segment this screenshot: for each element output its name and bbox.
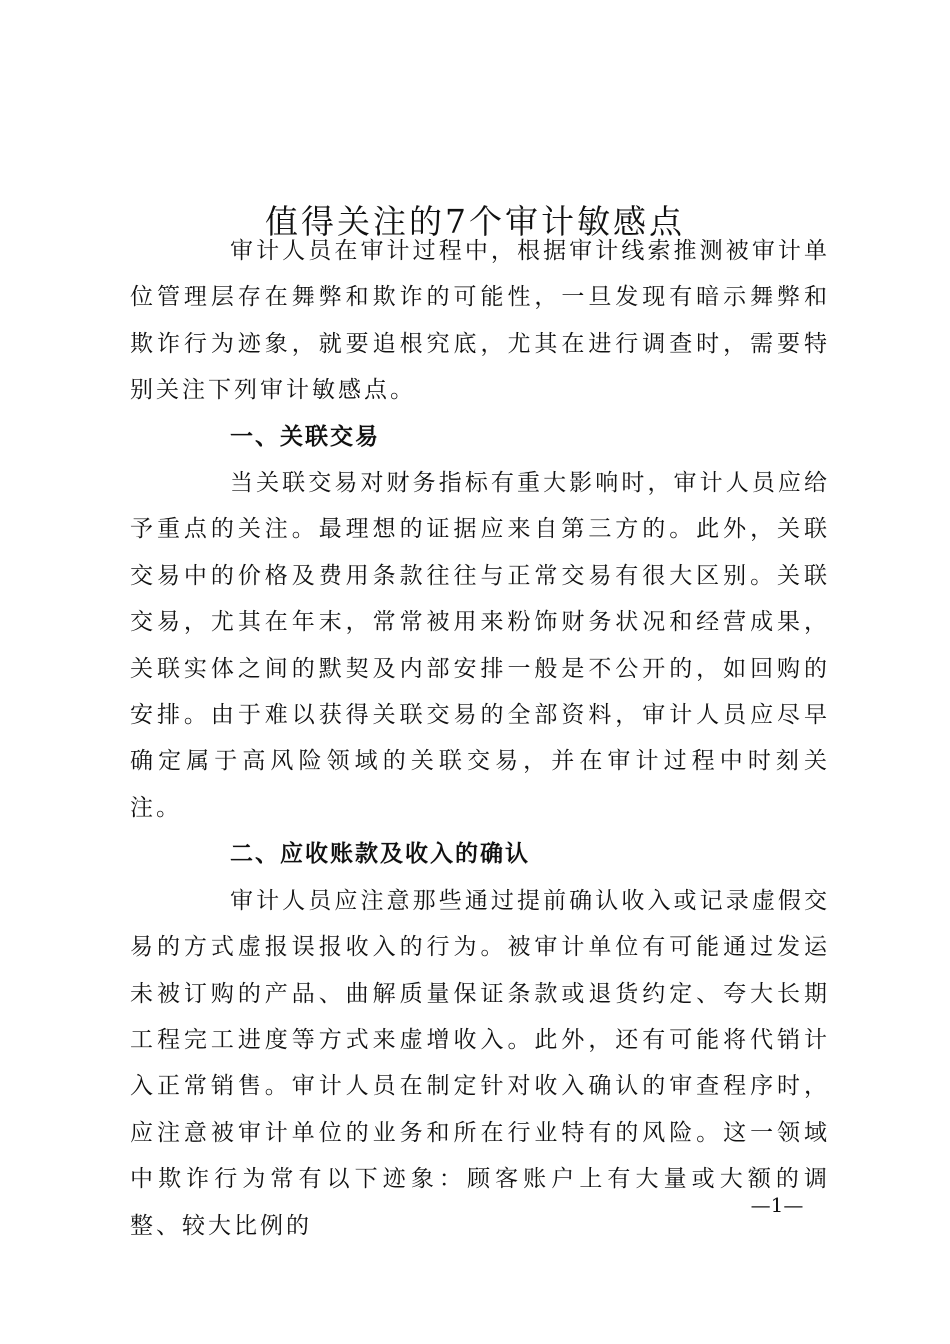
section-paragraph-related-transactions: 当关联交易对财务指标有重大影响时，审计人员应给予重点的关注。最理想的证据应来自第三方的。此外，关联交易中的价格及费用条款往往与正常交易有很大区别。关联交易，尤其在年末，常常被用来粉饰财务状况和经营成果，关联实体之间的默契及内部安排一般是不公开的，如回购的安排。由于难以获得关联交易的全部资料，审计人员应尽早确定属于高风险领域的关联交易，并在审计过程中时刻关注。 [130, 470, 830, 821]
section-paragraph-receivables-revenue: 审计人员应注意那些通过提前确认收入或记录虚假交易的方式虚报误报收入的行为。被审计单位有可能通过发运未被订购的产品、曲解质量保证条款或退货约定、夸大长期工程完工进度等方式来虚增收入。此外，还有可能将代销计入正常销售。审计人员在制定针对收入确认的审查程序时，应注意被审计单位的业务和所在行业特有的风险。这一领域中欺诈行为常有以下迹象：顾客账户上有大量或大额的调整、较大比例的 [130, 887, 830, 1239]
document-body [130, 228, 830, 1249]
section-heading-receivables-revenue: 二、应收账款及收入的确认 [230, 841, 530, 868]
section-heading-related-transactions: 一、关联交易 [230, 423, 380, 450]
page-number: —1— [750, 1193, 804, 1217]
intro-paragraph: 审计人员在审计过程中，根据审计线索推测被审计单位管理层存在舞弊和欺诈的可能性，一旦发现有暗示舞弊和欺诈行为迹象，就要追根究底，尤其在进行调查时，需要特别关注下列审计敏感点。 [130, 238, 830, 404]
document-title: 值得关注的7个审计敏感点 [265, 202, 685, 242]
